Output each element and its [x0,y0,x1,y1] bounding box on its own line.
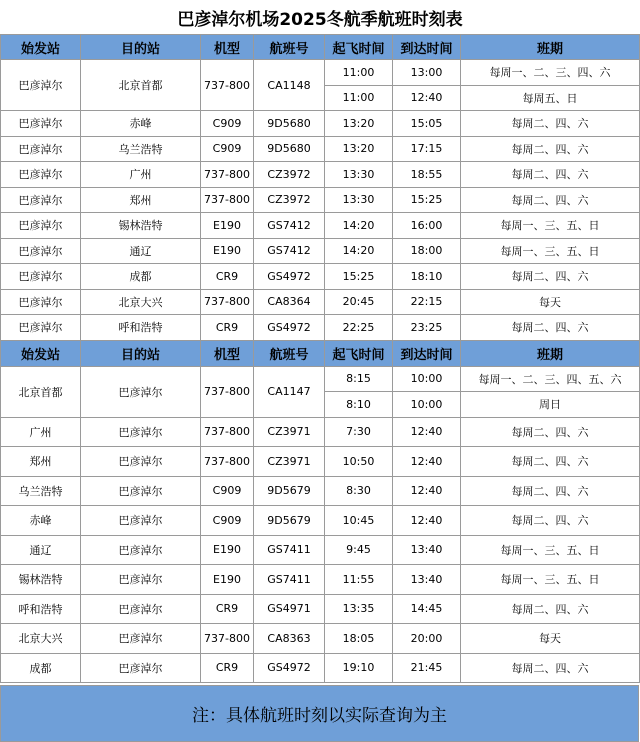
aircraft-cell: 737-800 [201,624,254,654]
destination-cell: 巴彦淖尔 [81,366,201,417]
table-row [1,535,640,565]
origin-cell: 通辽 [1,535,81,565]
flight-number-cell: CZ3972 [254,162,325,188]
arrival-time-cell: 12:40 [393,417,461,447]
flight-number-cell: GS4972 [254,653,325,683]
table-row [1,136,640,162]
departure-time-cell: 14:20 [325,238,393,264]
table-row [1,315,640,341]
departure-time-cell: 13:30 [325,162,393,188]
flight-number-cell: 9D5680 [254,111,325,137]
arrival-time-cell: 12:40 [393,85,461,111]
departure-time-cell: 10:50 [325,447,393,477]
departure-time-cell: 13:35 [325,594,393,624]
arrival-time-cell: 18:55 [393,162,461,188]
destination-cell: 北京大兴 [81,289,201,315]
origin-cell: 巴彦淖尔 [1,289,81,315]
arrival-time-cell: 12:40 [393,476,461,506]
origin-cell: 成都 [1,653,81,683]
table-row [1,111,640,137]
arrival-time-cell: 12:40 [393,447,461,477]
schedule-days-cell: 每天 [461,289,640,315]
departure-time-cell: 8:30 [325,476,393,506]
page-title: 巴彦淖尔机场2025冬航季航班时刻表 [0,0,640,35]
arrival-time-cell: 22:15 [393,289,461,315]
schedule-days-cell: 每周二、四、六 [461,476,640,506]
origin-cell: 锡林浩特 [1,565,81,595]
arrival-time-cell: 13:00 [393,60,461,86]
column-header: 机型 [201,35,254,60]
flight-number-cell: GS7412 [254,238,325,264]
origin-cell: 巴彦淖尔 [1,111,81,137]
table-row [1,447,640,477]
schedule-days-cell: 每周二、四、六 [461,417,640,447]
arrival-time-cell: 23:25 [393,315,461,341]
table-row [1,289,640,315]
origin-cell: 巴彦淖尔 [1,315,81,341]
origin-cell: 赤峰 [1,506,81,536]
aircraft-cell: E190 [201,565,254,595]
aircraft-cell: C909 [201,476,254,506]
origin-cell: 巴彦淖尔 [1,238,81,264]
destination-cell: 通辽 [81,238,201,264]
table-row [1,60,640,86]
origin-cell: 郑州 [1,447,81,477]
destination-cell: 巴彦淖尔 [81,447,201,477]
departure-time-cell: 22:25 [325,315,393,341]
aircraft-cell: C909 [201,506,254,536]
flight-number-cell: 9D5679 [254,506,325,536]
schedule-days-cell: 每周一、三、五、日 [461,213,640,239]
table-row [1,506,640,536]
column-header: 目的站 [81,35,201,60]
table-row [1,238,640,264]
schedule-days-cell: 每周二、四、六 [461,136,640,162]
flight-number-cell: GS4972 [254,264,325,290]
table-row [1,213,640,239]
arrival-time-cell: 12:40 [393,506,461,536]
destination-cell: 巴彦淖尔 [81,565,201,595]
flight-number-cell: GS7412 [254,213,325,239]
column-header: 起飞时间 [325,35,393,60]
column-header: 机型 [201,340,254,366]
flight-number-cell: CZ3971 [254,417,325,447]
table-row [1,417,640,447]
aircraft-cell: C909 [201,136,254,162]
aircraft-cell: CR9 [201,594,254,624]
schedule-days-cell: 每周二、四、六 [461,447,640,477]
schedule-days-cell: 每周二、四、六 [461,187,640,213]
flight-number-cell: GS7411 [254,565,325,595]
table-header-row [1,340,640,366]
departure-time-cell: 19:10 [325,653,393,683]
arrival-time-cell: 16:00 [393,213,461,239]
table-header-row [1,35,640,60]
aircraft-cell: E190 [201,213,254,239]
schedule-days-cell: 周日 [461,392,640,418]
origin-cell: 广州 [1,417,81,447]
flight-number-cell: GS4972 [254,315,325,341]
flight-number-cell: CA8364 [254,289,325,315]
departure-time-cell: 8:15 [325,366,393,392]
column-header: 航班号 [254,340,325,366]
origin-cell: 巴彦淖尔 [1,162,81,188]
destination-cell: 巴彦淖尔 [81,653,201,683]
table-row [1,187,640,213]
aircraft-cell: 737-800 [201,162,254,188]
destination-cell: 巴彦淖尔 [81,594,201,624]
destination-cell: 巴彦淖尔 [81,476,201,506]
footer-note: 注：具体航班时刻以实际查询为主 [0,685,639,742]
table-row [1,565,640,595]
departure-time-cell: 8:10 [325,392,393,418]
destination-cell: 成都 [81,264,201,290]
aircraft-cell: E190 [201,238,254,264]
arrival-time-cell: 10:00 [393,366,461,392]
destination-cell: 呼和浩特 [81,315,201,341]
departure-time-cell: 11:00 [325,60,393,86]
destination-cell: 巴彦淖尔 [81,506,201,536]
aircraft-cell: 737-800 [201,289,254,315]
arrival-time-cell: 18:10 [393,264,461,290]
departure-time-cell: 13:20 [325,136,393,162]
schedule-days-cell: 每周一、二、三、四、五、六 [461,366,640,392]
schedule-days-cell: 每周二、四、六 [461,653,640,683]
flight-number-cell: GS7411 [254,535,325,565]
schedule-days-cell: 每天 [461,624,640,654]
origin-cell: 乌兰浩特 [1,476,81,506]
origin-cell: 巴彦淖尔 [1,187,81,213]
destination-cell: 锡林浩特 [81,213,201,239]
schedule-days-cell: 每周五、日 [461,85,640,111]
arrival-time-cell: 15:05 [393,111,461,137]
destination-cell: 北京首都 [81,60,201,111]
departure-time-cell: 7:30 [325,417,393,447]
departure-time-cell: 15:25 [325,264,393,290]
origin-cell: 巴彦淖尔 [1,213,81,239]
schedule-days-cell: 每周二、四、六 [461,594,640,624]
schedule-days-cell: 每周二、四、六 [461,315,640,341]
arrival-time-cell: 20:00 [393,624,461,654]
arrival-time-cell: 21:45 [393,653,461,683]
destination-cell: 赤峰 [81,111,201,137]
schedule-days-cell: 每周二、四、六 [461,506,640,536]
table-row [1,162,640,188]
aircraft-cell: 737-800 [201,366,254,417]
column-header: 班期 [461,340,640,366]
flight-number-cell: CA1148 [254,60,325,111]
schedule-table [0,34,640,683]
aircraft-cell: 737-800 [201,60,254,111]
column-header: 始发站 [1,340,81,366]
column-header: 到达时间 [393,35,461,60]
departure-time-cell: 13:20 [325,111,393,137]
destination-cell: 巴彦淖尔 [81,624,201,654]
column-header: 到达时间 [393,340,461,366]
flight-number-cell: CZ3971 [254,447,325,477]
departure-time-cell: 9:45 [325,535,393,565]
departure-time-cell: 10:45 [325,506,393,536]
origin-cell: 北京首都 [1,366,81,417]
table-row [1,624,640,654]
column-header: 始发站 [1,35,81,60]
arrival-time-cell: 13:40 [393,535,461,565]
flight-number-cell: CA8363 [254,624,325,654]
origin-cell: 巴彦淖尔 [1,60,81,111]
arrival-time-cell: 13:40 [393,565,461,595]
column-header: 班期 [461,35,640,60]
departure-time-cell: 11:55 [325,565,393,595]
departure-time-cell: 13:30 [325,187,393,213]
table-row [1,366,640,392]
destination-cell: 乌兰浩特 [81,136,201,162]
schedule-days-cell: 每周二、四、六 [461,162,640,188]
origin-cell: 巴彦淖尔 [1,264,81,290]
aircraft-cell: E190 [201,535,254,565]
aircraft-cell: C909 [201,111,254,137]
column-header: 目的站 [81,340,201,366]
schedule-table-body [1,35,640,683]
destination-cell: 广州 [81,162,201,188]
aircraft-cell: 737-800 [201,447,254,477]
schedule-days-cell: 每周一、三、五、日 [461,535,640,565]
origin-cell: 北京大兴 [1,624,81,654]
arrival-time-cell: 15:25 [393,187,461,213]
origin-cell: 呼和浩特 [1,594,81,624]
arrival-time-cell: 17:15 [393,136,461,162]
schedule-days-cell: 每周二、四、六 [461,111,640,137]
aircraft-cell: CR9 [201,315,254,341]
table-row [1,264,640,290]
departure-time-cell: 11:00 [325,85,393,111]
schedule-days-cell: 每周一、三、五、日 [461,565,640,595]
flight-number-cell: CZ3972 [254,187,325,213]
flight-number-cell: CA1147 [254,366,325,417]
departure-time-cell: 20:45 [325,289,393,315]
arrival-time-cell: 18:00 [393,238,461,264]
column-header: 航班号 [254,35,325,60]
departure-time-cell: 14:20 [325,213,393,239]
destination-cell: 郑州 [81,187,201,213]
origin-cell: 巴彦淖尔 [1,136,81,162]
table-row [1,653,640,683]
destination-cell: 巴彦淖尔 [81,417,201,447]
arrival-time-cell: 10:00 [393,392,461,418]
arrival-time-cell: 14:45 [393,594,461,624]
flight-number-cell: 9D5679 [254,476,325,506]
table-row [1,594,640,624]
aircraft-cell: 737-800 [201,187,254,213]
aircraft-cell: 737-800 [201,417,254,447]
schedule-days-cell: 每周一、三、五、日 [461,238,640,264]
flight-number-cell: 9D5680 [254,136,325,162]
schedule-days-cell: 每周二、四、六 [461,264,640,290]
schedule-days-cell: 每周一、二、三、四、六 [461,60,640,86]
column-header: 起飞时间 [325,340,393,366]
aircraft-cell: CR9 [201,264,254,290]
flight-number-cell: GS4971 [254,594,325,624]
destination-cell: 巴彦淖尔 [81,535,201,565]
aircraft-cell: CR9 [201,653,254,683]
table-row [1,476,640,506]
departure-time-cell: 18:05 [325,624,393,654]
